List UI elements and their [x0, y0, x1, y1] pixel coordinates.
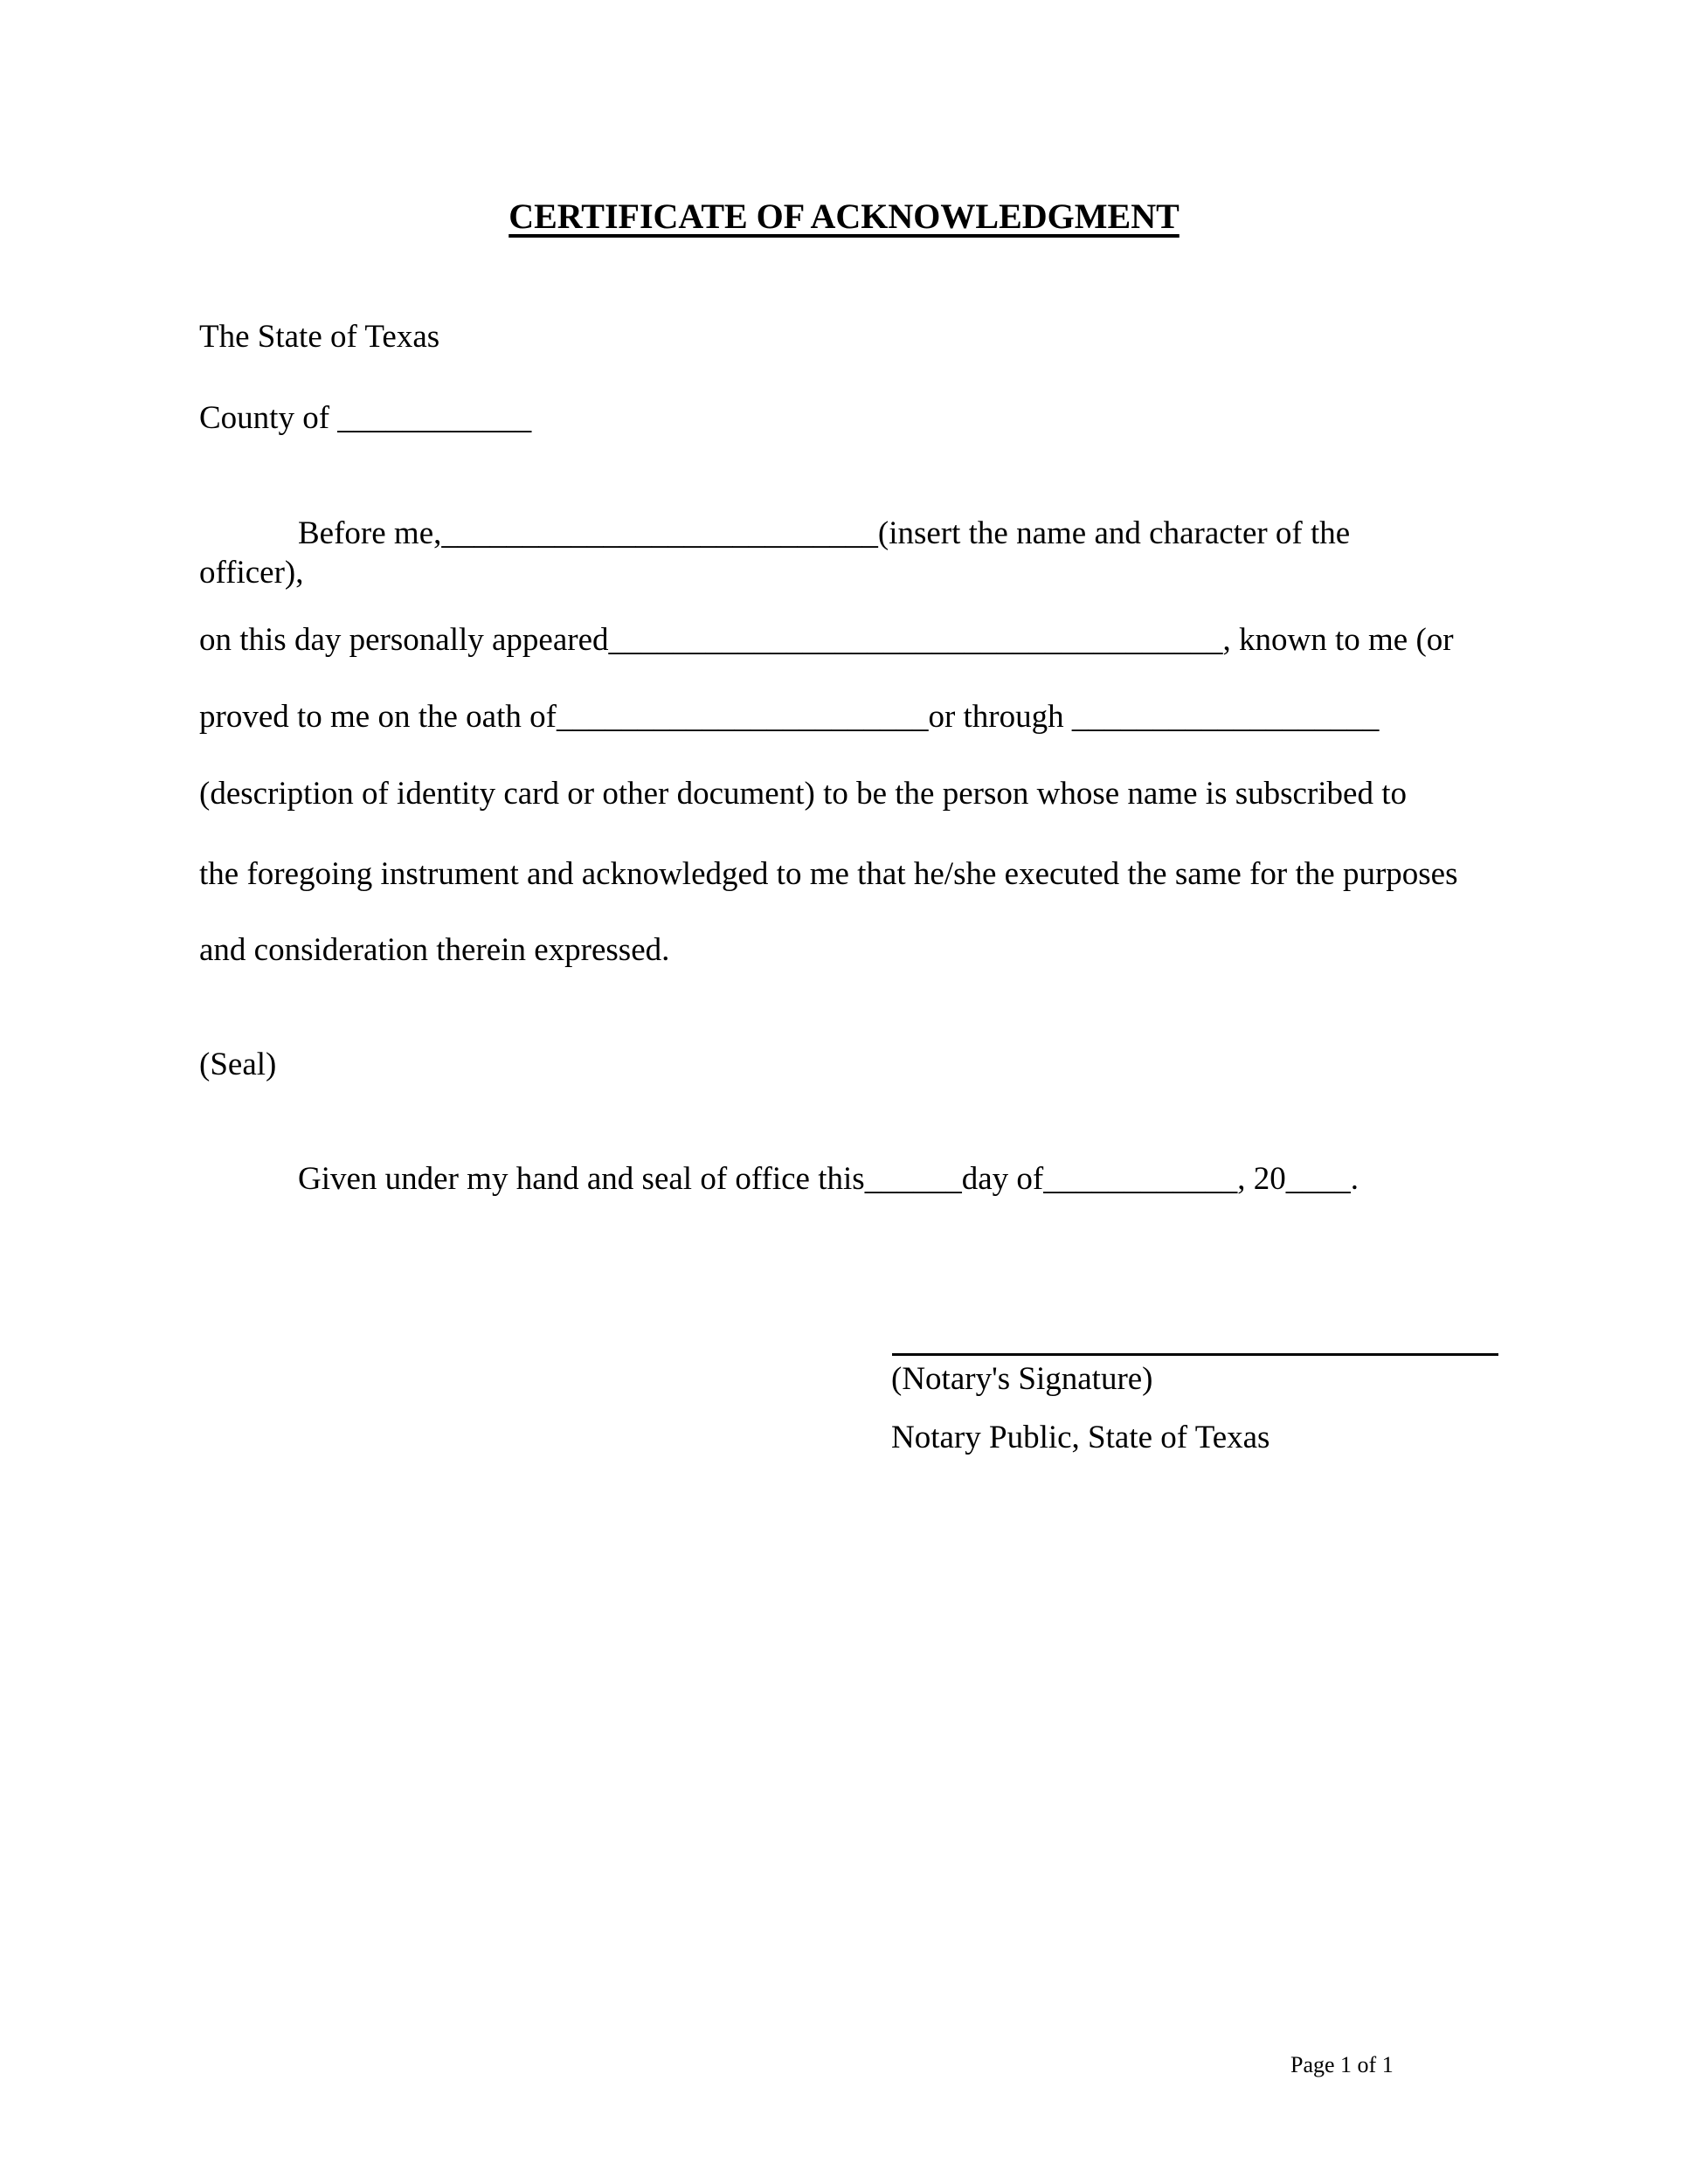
state-line: The State of Texas	[199, 319, 440, 355]
year-prefix-label: , 20	[1237, 1161, 1286, 1197]
page-number: Page 1 of 1	[1290, 2052, 1394, 2077]
seal-line: (Seal)	[199, 1047, 277, 1082]
description-line: (description of identity card or other document) to be the person whose name is subscribed to	[199, 776, 1407, 812]
sentence-period: .	[1350, 1161, 1359, 1197]
document-title: CERTIFICATE OF ACKNOWLEDGMENT	[508, 197, 1180, 236]
county-blank: ____________	[337, 400, 532, 436]
consideration-line: and consideration therein expressed.	[199, 932, 670, 968]
day-of-label: day of	[961, 1161, 1044, 1197]
or-through-label: or through	[928, 699, 1072, 735]
appeared-label: on this day personally appeared	[199, 622, 609, 658]
known-to-me-label: , known to me (or	[1222, 622, 1454, 658]
county-label: County of	[199, 400, 338, 436]
oath-line	[199, 701, 1379, 733]
notary-title-line: Notary Public, State of Texas	[891, 1420, 1270, 1455]
officer-name-blank: ___________________________	[441, 515, 878, 551]
appeared-line	[199, 624, 1454, 656]
before-me-label: Before me,	[298, 515, 442, 551]
through-document-blank: ___________________	[1071, 699, 1380, 735]
insert-note-label: (insert the name and character of the	[877, 515, 1351, 551]
notary-signature-line	[892, 1353, 1498, 1356]
given-label: Given under my hand and seal of office this	[298, 1161, 865, 1197]
officer-wrap-line: officer),	[199, 555, 304, 591]
oath-of-blank: _______________________	[556, 699, 929, 735]
year-blank: ____	[1285, 1161, 1351, 1197]
oath-label: proved to me on the oath of	[199, 699, 557, 735]
before-me-line	[298, 517, 1350, 549]
foregoing-line: the foregoing instrument and acknowledged to me that he/she executed the same for the purposes	[199, 856, 1458, 892]
county-line	[199, 402, 531, 434]
appeared-name-blank: ______________________________________	[608, 622, 1223, 658]
given-line	[298, 1163, 1359, 1195]
day-blank: ______	[864, 1161, 962, 1197]
month-blank: ____________	[1043, 1161, 1238, 1197]
notary-signature-caption: (Notary's Signature)	[891, 1361, 1153, 1397]
